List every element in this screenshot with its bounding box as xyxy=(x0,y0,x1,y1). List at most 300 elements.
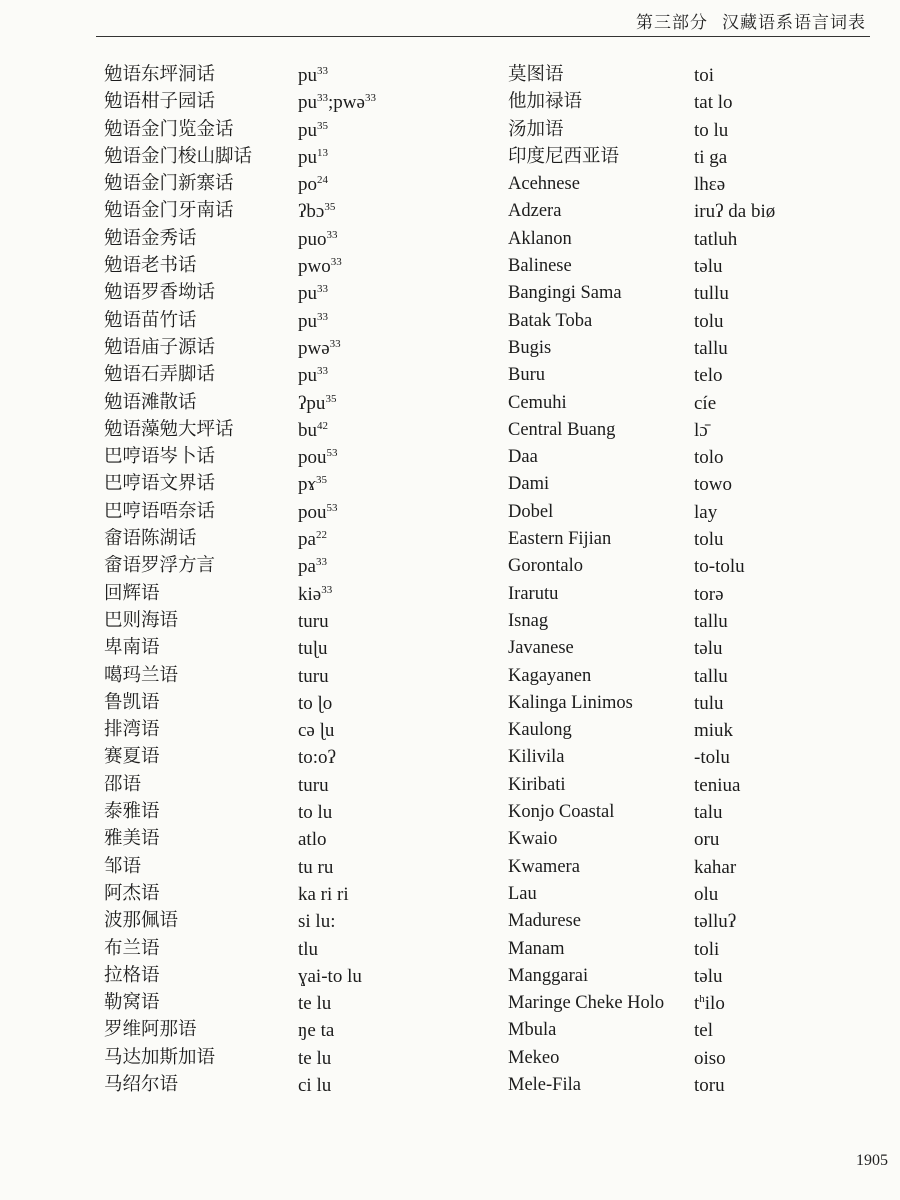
entry-row xyxy=(104,881,376,908)
word-form xyxy=(298,908,335,935)
word-form xyxy=(298,253,342,280)
language-name: Adzera xyxy=(508,201,562,222)
word-form xyxy=(298,744,336,771)
language-name: 勉语苗竹话 xyxy=(104,310,197,331)
entry-row xyxy=(104,362,376,389)
language-name: Kwaio xyxy=(508,829,558,850)
entry-row xyxy=(508,635,775,662)
language-name: 勉语滩散话 xyxy=(104,392,197,413)
word-form xyxy=(694,635,723,662)
language-name: Lau xyxy=(508,883,537,904)
entry-row xyxy=(508,663,775,690)
form-text: te lu xyxy=(298,1047,332,1069)
language-name: Acehnese xyxy=(508,174,580,195)
form-text: po xyxy=(298,174,317,196)
entry-row xyxy=(508,581,775,608)
tone-mark: 35 xyxy=(317,119,328,132)
word-form xyxy=(298,444,338,471)
entry-row xyxy=(104,198,376,225)
form-text: tu ru xyxy=(298,856,334,878)
tone-mark: 53 xyxy=(326,501,338,514)
word-form xyxy=(298,717,334,744)
entry-row xyxy=(508,854,775,881)
tone-mark: 33 xyxy=(317,283,328,296)
entry-row xyxy=(104,799,376,826)
entry-row xyxy=(508,144,775,171)
language-name: Manggarai xyxy=(508,965,589,986)
language-name: 马绍尔语 xyxy=(104,1074,179,1095)
language-name: Eastern Fijian xyxy=(508,529,612,550)
form-text: pwo xyxy=(298,256,331,278)
language-name: Kwamera xyxy=(508,856,580,877)
entry-row xyxy=(508,89,775,116)
entry-row xyxy=(104,772,376,799)
form-text: təlu xyxy=(694,638,723,660)
entry-row xyxy=(508,1045,775,1072)
entry-row xyxy=(104,908,376,935)
word-form xyxy=(298,854,333,881)
word-form xyxy=(298,499,338,526)
word-form xyxy=(694,690,724,717)
tone-mark: 33 xyxy=(329,337,341,350)
word-form xyxy=(694,390,716,417)
form-text: -tolu xyxy=(694,747,730,769)
entry-row xyxy=(104,635,376,662)
entry-row xyxy=(508,553,775,580)
form-text: təlluʔ xyxy=(694,911,737,933)
word-form xyxy=(694,280,729,307)
entry-row xyxy=(508,226,775,253)
language-name: Manam xyxy=(508,938,565,959)
word-form xyxy=(298,417,328,444)
entry-row xyxy=(508,799,775,826)
form-text: pu xyxy=(298,92,317,114)
language-name: Mekeo xyxy=(508,1047,560,1068)
entry-row xyxy=(508,390,775,417)
word-form xyxy=(694,1072,725,1099)
word-form xyxy=(694,608,728,635)
word-form xyxy=(298,1072,331,1099)
word-form xyxy=(298,171,328,198)
form-text: pa xyxy=(298,556,316,578)
word-form xyxy=(298,772,329,799)
tone-mark: 33 xyxy=(315,556,327,569)
language-name: Kilivila xyxy=(508,747,565,768)
word-form xyxy=(694,417,708,444)
entry-row xyxy=(508,280,775,307)
form-text: miuk xyxy=(694,720,734,742)
language-name: 回辉语 xyxy=(104,583,160,604)
language-name: 勉语金门牙南话 xyxy=(104,201,234,222)
language-name: Kaulong xyxy=(508,720,572,741)
language-name: Mele-Fila xyxy=(508,1074,581,1095)
header-title: 汉藏语系语言词表 xyxy=(722,13,866,32)
language-name: Bugis xyxy=(508,337,552,358)
word-form xyxy=(298,581,332,608)
language-name: Aklanon xyxy=(508,228,572,249)
language-name: 勉语老书话 xyxy=(104,256,197,277)
word-form xyxy=(694,226,737,253)
word-form xyxy=(298,62,328,89)
language-name: Dami xyxy=(508,474,550,495)
form-text: pu xyxy=(298,65,317,86)
language-name: Javanese xyxy=(508,638,574,659)
form-text: ilo xyxy=(704,993,725,1015)
page-number: 1905 xyxy=(856,1152,888,1169)
form-text: telo xyxy=(694,365,723,387)
word-form xyxy=(298,1045,331,1072)
form-text: tolo xyxy=(694,447,724,469)
language-name: Maringe Cheke Holo xyxy=(508,993,665,1014)
tone-mark: 33 xyxy=(330,256,342,269)
form-text: toi xyxy=(694,65,715,86)
language-name: Mbula xyxy=(508,1020,557,1041)
entry-row xyxy=(508,963,775,990)
form-text: pwə xyxy=(298,337,330,359)
tone-mark: 35 xyxy=(315,474,327,487)
language-name: 邹语 xyxy=(104,856,142,877)
right-column xyxy=(508,62,775,1099)
form-text: ʔpu xyxy=(298,392,326,414)
entry-row xyxy=(508,471,775,498)
word-form xyxy=(298,526,327,553)
language-name: 泰雅语 xyxy=(104,802,160,823)
word-form xyxy=(298,553,327,580)
language-name: 勉语东坪洞话 xyxy=(104,65,216,85)
entry-row xyxy=(104,144,376,171)
form-text: towo xyxy=(694,474,732,496)
form-text: ;pwə xyxy=(328,92,365,114)
form-text: tullu xyxy=(694,283,729,305)
language-name: 排湾语 xyxy=(104,720,160,741)
language-name: 波那佩语 xyxy=(104,911,179,932)
form-text: pu xyxy=(298,119,317,141)
word-form xyxy=(298,663,329,690)
language-name: 勉语金秀话 xyxy=(104,228,197,249)
language-name: 勉语金门新寨话 xyxy=(104,174,234,195)
entry-row xyxy=(104,1072,376,1099)
entry-row xyxy=(508,908,775,935)
word-form xyxy=(298,936,318,963)
form-text: kiə xyxy=(298,583,322,605)
form-text: pu xyxy=(298,310,317,332)
entry-row xyxy=(104,117,376,144)
word-form xyxy=(694,471,732,498)
form-text: ti ga xyxy=(694,146,728,168)
entry-row xyxy=(508,744,775,771)
word-form xyxy=(298,1017,334,1044)
language-name: 赛夏语 xyxy=(104,747,160,768)
word-form xyxy=(298,226,338,253)
entry-row xyxy=(104,690,376,717)
entry-row xyxy=(104,553,376,580)
form-text: oru xyxy=(694,829,720,851)
word-form xyxy=(298,826,327,853)
word-form xyxy=(694,744,730,771)
form-text: olu xyxy=(694,883,719,905)
form-text: to:oʔ xyxy=(298,747,336,769)
form-text: tolu xyxy=(694,529,724,551)
form-text: bu xyxy=(298,419,317,441)
entry-row xyxy=(508,881,775,908)
language-name: Kalinga Linimos xyxy=(508,692,633,713)
word-form xyxy=(694,1017,713,1044)
tone-mark: 53 xyxy=(326,447,338,460)
word-form xyxy=(298,362,328,389)
entry-row xyxy=(508,335,775,362)
language-name: 他加禄语 xyxy=(508,92,583,113)
language-name: 邵语 xyxy=(104,774,142,795)
entry-row xyxy=(508,117,775,144)
entry-row xyxy=(508,1017,775,1044)
form-text: te lu xyxy=(298,993,332,1015)
entry-row xyxy=(508,444,775,471)
entry-row xyxy=(104,390,376,417)
entry-row xyxy=(104,744,376,771)
language-name: Dobel xyxy=(508,501,554,522)
form-text: si lu: xyxy=(298,911,336,933)
entry-row xyxy=(104,1017,376,1044)
form-text: tatluh xyxy=(694,228,738,250)
word-form xyxy=(298,308,328,335)
language-name: Buru xyxy=(508,365,545,386)
word-form xyxy=(694,881,718,908)
language-name: Balinese xyxy=(508,256,572,277)
language-name: 勉语罗香坳话 xyxy=(104,283,216,304)
form-text: cíe xyxy=(694,392,717,414)
word-form xyxy=(694,553,745,580)
form-text: lay xyxy=(694,501,718,523)
entry-row xyxy=(508,717,775,744)
entry-row xyxy=(104,335,376,362)
entry-row xyxy=(104,526,376,553)
word-form xyxy=(694,89,733,116)
word-form xyxy=(298,198,335,225)
form-text: toru xyxy=(694,1074,725,1096)
language-name: Konjo Coastal xyxy=(508,802,615,823)
entry-row xyxy=(508,417,775,444)
entry-row xyxy=(508,1072,775,1099)
entry-row xyxy=(104,581,376,608)
entry-row xyxy=(104,826,376,853)
word-form xyxy=(298,390,336,417)
header-rule xyxy=(96,36,870,37)
language-name: Cemuhi xyxy=(508,392,567,413)
form-text: təlu xyxy=(694,965,723,987)
entry-row xyxy=(508,308,775,335)
word-form xyxy=(694,335,728,362)
word-form xyxy=(298,690,332,717)
word-form xyxy=(694,62,714,89)
form-text: pu xyxy=(298,146,317,168)
form-text: lhɛə xyxy=(694,174,726,196)
language-name: 勉语石弄脚话 xyxy=(104,365,216,386)
form-text: tolu xyxy=(694,310,724,332)
language-name: 卑南语 xyxy=(104,638,160,659)
word-form xyxy=(694,308,724,335)
language-name: 噶玛兰语 xyxy=(104,665,179,686)
form-text: tallu xyxy=(694,610,728,632)
language-name: 勉语藻勉大坪话 xyxy=(104,419,234,440)
word-form xyxy=(694,444,724,471)
language-name: 巴则海语 xyxy=(104,610,179,631)
form-text: tat lo xyxy=(694,92,733,114)
word-form xyxy=(694,826,719,853)
form-text: pu xyxy=(298,283,317,305)
form-text: atlo xyxy=(298,829,327,851)
entry-row xyxy=(104,62,376,89)
entry-row xyxy=(104,308,376,335)
word-form xyxy=(694,117,728,144)
word-form xyxy=(694,990,725,1017)
word-form xyxy=(694,253,723,280)
tone-mark: 35 xyxy=(325,392,337,405)
form-text: to-tolu xyxy=(694,556,745,578)
form-text: turu xyxy=(298,665,329,687)
word-form xyxy=(298,117,328,144)
language-name: 巴哼语岑卜话 xyxy=(104,447,216,468)
form-text: talu xyxy=(694,802,723,824)
entry-row xyxy=(104,280,376,307)
entry-row xyxy=(508,826,775,853)
word-form xyxy=(694,499,717,526)
word-form xyxy=(298,963,362,990)
word-form xyxy=(298,990,331,1017)
form-text: pou xyxy=(298,447,327,469)
language-name: Madurese xyxy=(508,911,581,932)
tone-mark: 33 xyxy=(364,92,376,105)
language-name: 马达加斯加语 xyxy=(104,1047,216,1068)
form-text: iruʔ da biø xyxy=(694,201,776,223)
entry-row xyxy=(508,62,775,89)
form-text: t xyxy=(694,993,700,1015)
entry-row xyxy=(508,772,775,799)
aspiration-mark: h xyxy=(699,993,705,1006)
word-form xyxy=(694,963,723,990)
word-form xyxy=(694,772,740,799)
word-form xyxy=(298,881,349,908)
language-name: 布兰语 xyxy=(104,938,160,959)
tone-mark: 33 xyxy=(317,65,328,77)
entry-row xyxy=(104,499,376,526)
entry-row xyxy=(508,198,775,225)
form-text: ka ri ri xyxy=(298,883,349,905)
entry-row xyxy=(104,89,376,116)
word-form xyxy=(694,717,733,744)
word-form xyxy=(694,908,736,935)
form-text: ŋe ta xyxy=(298,1020,335,1042)
entry-row xyxy=(104,663,376,690)
language-name: 汤加语 xyxy=(508,119,564,140)
language-name: 勒窝语 xyxy=(104,993,160,1014)
language-name: 雅美语 xyxy=(104,829,160,850)
language-name: Kiribati xyxy=(508,774,566,795)
entry-row xyxy=(104,717,376,744)
language-name: 勉语柑子园话 xyxy=(104,92,216,113)
entry-row xyxy=(104,253,376,280)
word-form xyxy=(298,471,327,498)
word-form xyxy=(298,608,329,635)
entry-row xyxy=(104,990,376,1017)
language-name: Isnag xyxy=(508,610,549,631)
entry-row xyxy=(508,499,775,526)
form-text: tel xyxy=(694,1020,713,1042)
language-name: Irarutu xyxy=(508,583,559,604)
form-text: puo xyxy=(298,228,327,250)
form-text: pɤ xyxy=(298,474,316,496)
tone-mark: 22 xyxy=(315,529,327,542)
tone-mark: 35 xyxy=(324,201,336,214)
form-text: təlu xyxy=(694,256,723,278)
form-text: turu xyxy=(298,774,329,796)
tone-mark: 33 xyxy=(317,310,328,323)
entry-row xyxy=(104,417,376,444)
tone-mark: 24 xyxy=(317,174,328,187)
tone-mark: 33 xyxy=(317,365,328,378)
form-text: tallu xyxy=(694,337,728,359)
language-name: 畲语罗浮方言 xyxy=(104,556,216,577)
language-name: 畲语陈湖话 xyxy=(104,529,197,550)
word-form xyxy=(694,144,727,171)
entry-row xyxy=(104,1045,376,1072)
form-text: tulu xyxy=(694,692,724,714)
entry-row xyxy=(104,226,376,253)
language-name: 巴哼语文界话 xyxy=(104,474,216,495)
tone-mark: 13 xyxy=(317,146,328,159)
entry-row xyxy=(508,990,775,1017)
word-form xyxy=(694,198,775,225)
form-text: pa xyxy=(298,529,316,551)
word-form xyxy=(694,362,723,389)
word-form xyxy=(694,526,724,553)
entry-row xyxy=(104,471,376,498)
word-form xyxy=(298,144,328,171)
language-name: 印度尼西亚语 xyxy=(508,146,620,167)
entry-row xyxy=(508,253,775,280)
form-text: pu xyxy=(298,365,317,387)
entry-row xyxy=(508,362,775,389)
form-text: ʔbɔ xyxy=(298,201,325,223)
entry-row xyxy=(104,963,376,990)
entry-row xyxy=(508,608,775,635)
word-form xyxy=(694,1045,726,1072)
form-text: cə ɭu xyxy=(298,720,335,742)
language-name: Batak Toba xyxy=(508,310,593,331)
running-header xyxy=(622,8,866,33)
language-name: Central Buang xyxy=(508,419,616,440)
tone-mark: 33 xyxy=(321,583,333,596)
word-form xyxy=(298,799,332,826)
entry-row xyxy=(508,171,775,198)
language-name: 罗维阿那语 xyxy=(104,1020,197,1041)
form-text: lɔ̄ xyxy=(694,419,708,441)
language-name: 鲁凯语 xyxy=(104,692,160,713)
form-text: kahar xyxy=(694,856,737,878)
form-text: tuɭu xyxy=(298,638,328,660)
entry-row xyxy=(508,526,775,553)
form-text: ɣai-to lu xyxy=(298,965,362,987)
entry-row xyxy=(508,936,775,963)
word-form xyxy=(298,280,328,307)
entry-row xyxy=(104,936,376,963)
form-text: oiso xyxy=(694,1047,726,1069)
word-form xyxy=(694,663,728,690)
tone-mark: 33 xyxy=(317,92,328,105)
form-text: tlu xyxy=(298,938,319,960)
word-form xyxy=(694,854,736,881)
entry-row xyxy=(104,608,376,635)
language-name: 阿杰语 xyxy=(104,883,160,904)
